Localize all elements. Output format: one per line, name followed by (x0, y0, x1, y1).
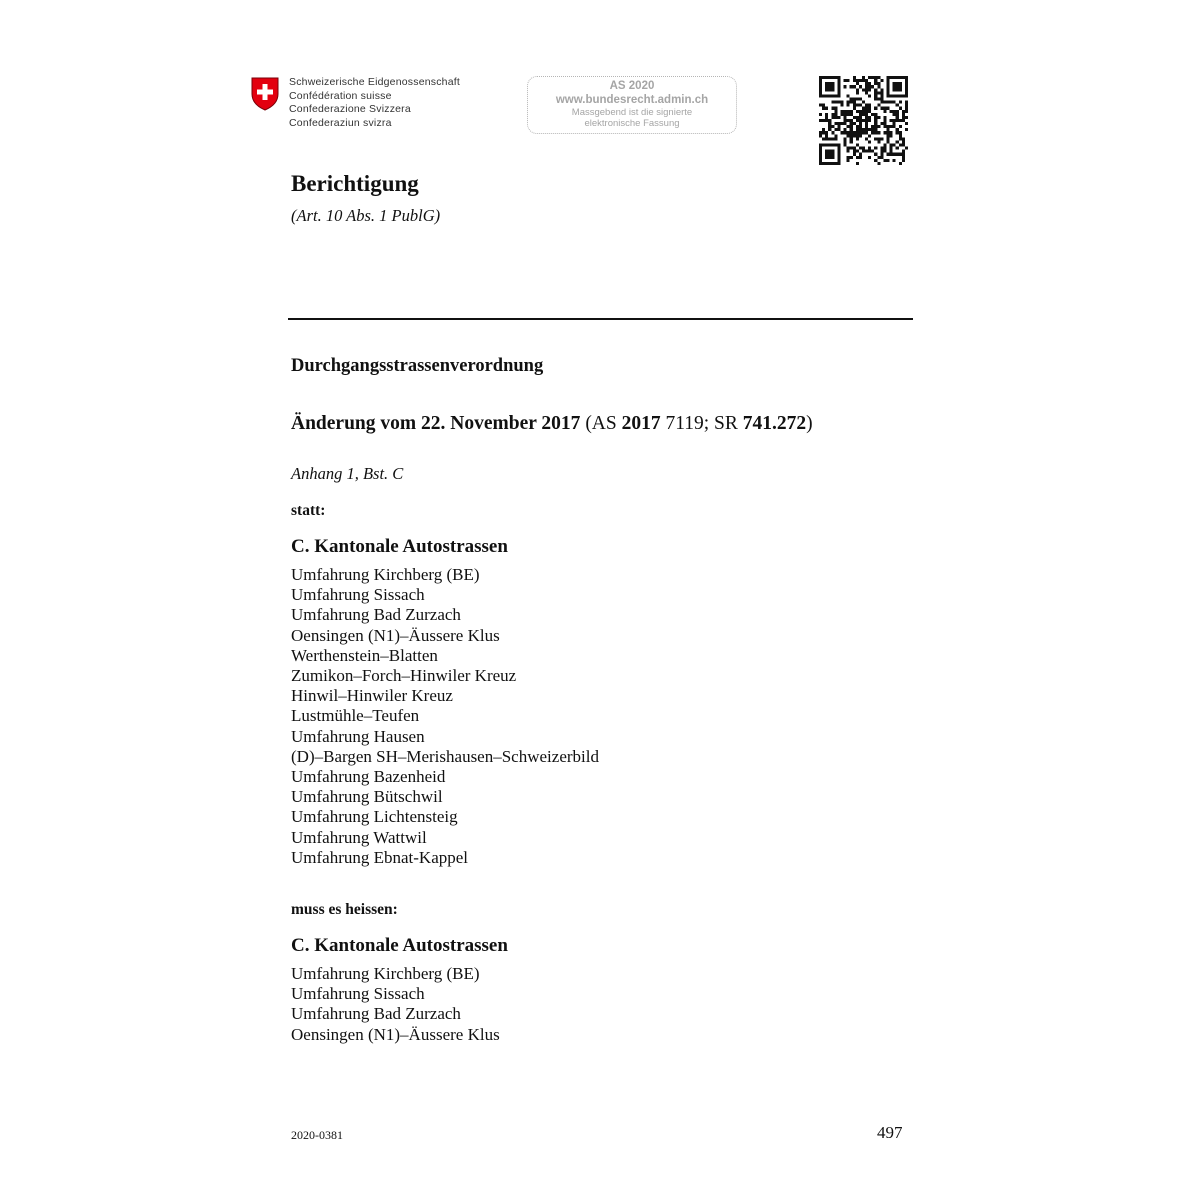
stamp-line-2: www.bundesrecht.admin.ch (555, 94, 709, 106)
as-stamp (527, 76, 737, 134)
list-item: Umfahrung Kirchberg (BE) (291, 964, 480, 983)
list-item: Umfahrung Ebnat-Kappel (291, 847, 469, 867)
old-section-heading: C. Kantonale Autostrassen (291, 536, 508, 557)
amendment-open: (AS (580, 413, 622, 434)
logo-line-de: Schweizerische Eidgenossenschaft (289, 76, 460, 88)
amendment-close: ) (806, 413, 813, 434)
list-item: Umfahrung Sissach (291, 984, 425, 1004)
swiss-cross-shield-icon (250, 77, 280, 111)
list-item: Umfahrung Hausen (291, 726, 425, 746)
stamp-line-1: AS 2020 (609, 80, 655, 92)
annex-reference: Anhang 1, Bst. C (291, 464, 404, 483)
list-item: Lustmühle–Teufen (291, 706, 420, 726)
list-item: Zumikon–Forch–Hinwiler Kreuz (291, 666, 517, 686)
list-item: Hinwil–Hinwiler Kreuz (291, 686, 453, 706)
federal-logo (250, 76, 460, 130)
stamp-line-3: Massgebend ist die signierte (571, 107, 693, 118)
old-label: statt: (291, 502, 326, 519)
amendment-line (291, 413, 813, 435)
old-road-list (291, 565, 599, 868)
list-item: Umfahrung Bad Zurzach (291, 605, 461, 625)
page-title: Berichtigung (291, 171, 419, 196)
page-number: 497 (877, 1123, 903, 1142)
logo-line-it: Confederazione Svizzera (289, 103, 411, 115)
qr-code-icon (819, 76, 908, 165)
stamp-line-4: elektronische Fassung (584, 118, 680, 129)
list-item: (D)–Bargen SH–Merishausen–Schweizerbild (291, 746, 599, 766)
list-item: Oensingen (N1)–Äussere Klus (291, 625, 500, 645)
list-item: Umfahrung Sissach (291, 585, 425, 605)
list-item: Umfahrung Bazenheid (291, 767, 446, 787)
logo-line-rm: Confederaziun svizra (289, 116, 392, 129)
list-item: Umfahrung Bütschwil (291, 787, 443, 807)
list-item: Umfahrung Lichtensteig (291, 807, 458, 827)
new-label: muss es heissen: (291, 901, 398, 918)
list-item: Werthenstein–Blatten (291, 645, 438, 665)
list-item: Umfahrung Kirchberg (BE) (291, 565, 480, 584)
federal-logo-text (289, 76, 460, 130)
horizontal-rule (288, 318, 913, 320)
list-item: Umfahrung Bad Zurzach (291, 1004, 461, 1024)
list-item: Oensingen (N1)–Äussere Klus (291, 1024, 500, 1044)
page-subtitle: (Art. 10 Abs. 1 PublG) (291, 206, 441, 225)
list-item: Umfahrung Wattwil (291, 827, 427, 847)
amendment-as-year: 2017 (621, 413, 661, 434)
amendment-as-page: 7119; SR (660, 413, 743, 434)
logo-line-fr: Confédération suisse (289, 89, 392, 102)
amendment-sr-number: 741.272 (742, 413, 807, 434)
new-road-list (291, 964, 500, 1045)
new-section-heading: C. Kantonale Autostrassen (291, 935, 508, 956)
act-title: Durchgangsstrassenverordnung (291, 356, 544, 376)
document-number: 2020-0381 (291, 1128, 343, 1142)
amendment-label: Änderung vom 22. November 2017 (291, 413, 581, 434)
